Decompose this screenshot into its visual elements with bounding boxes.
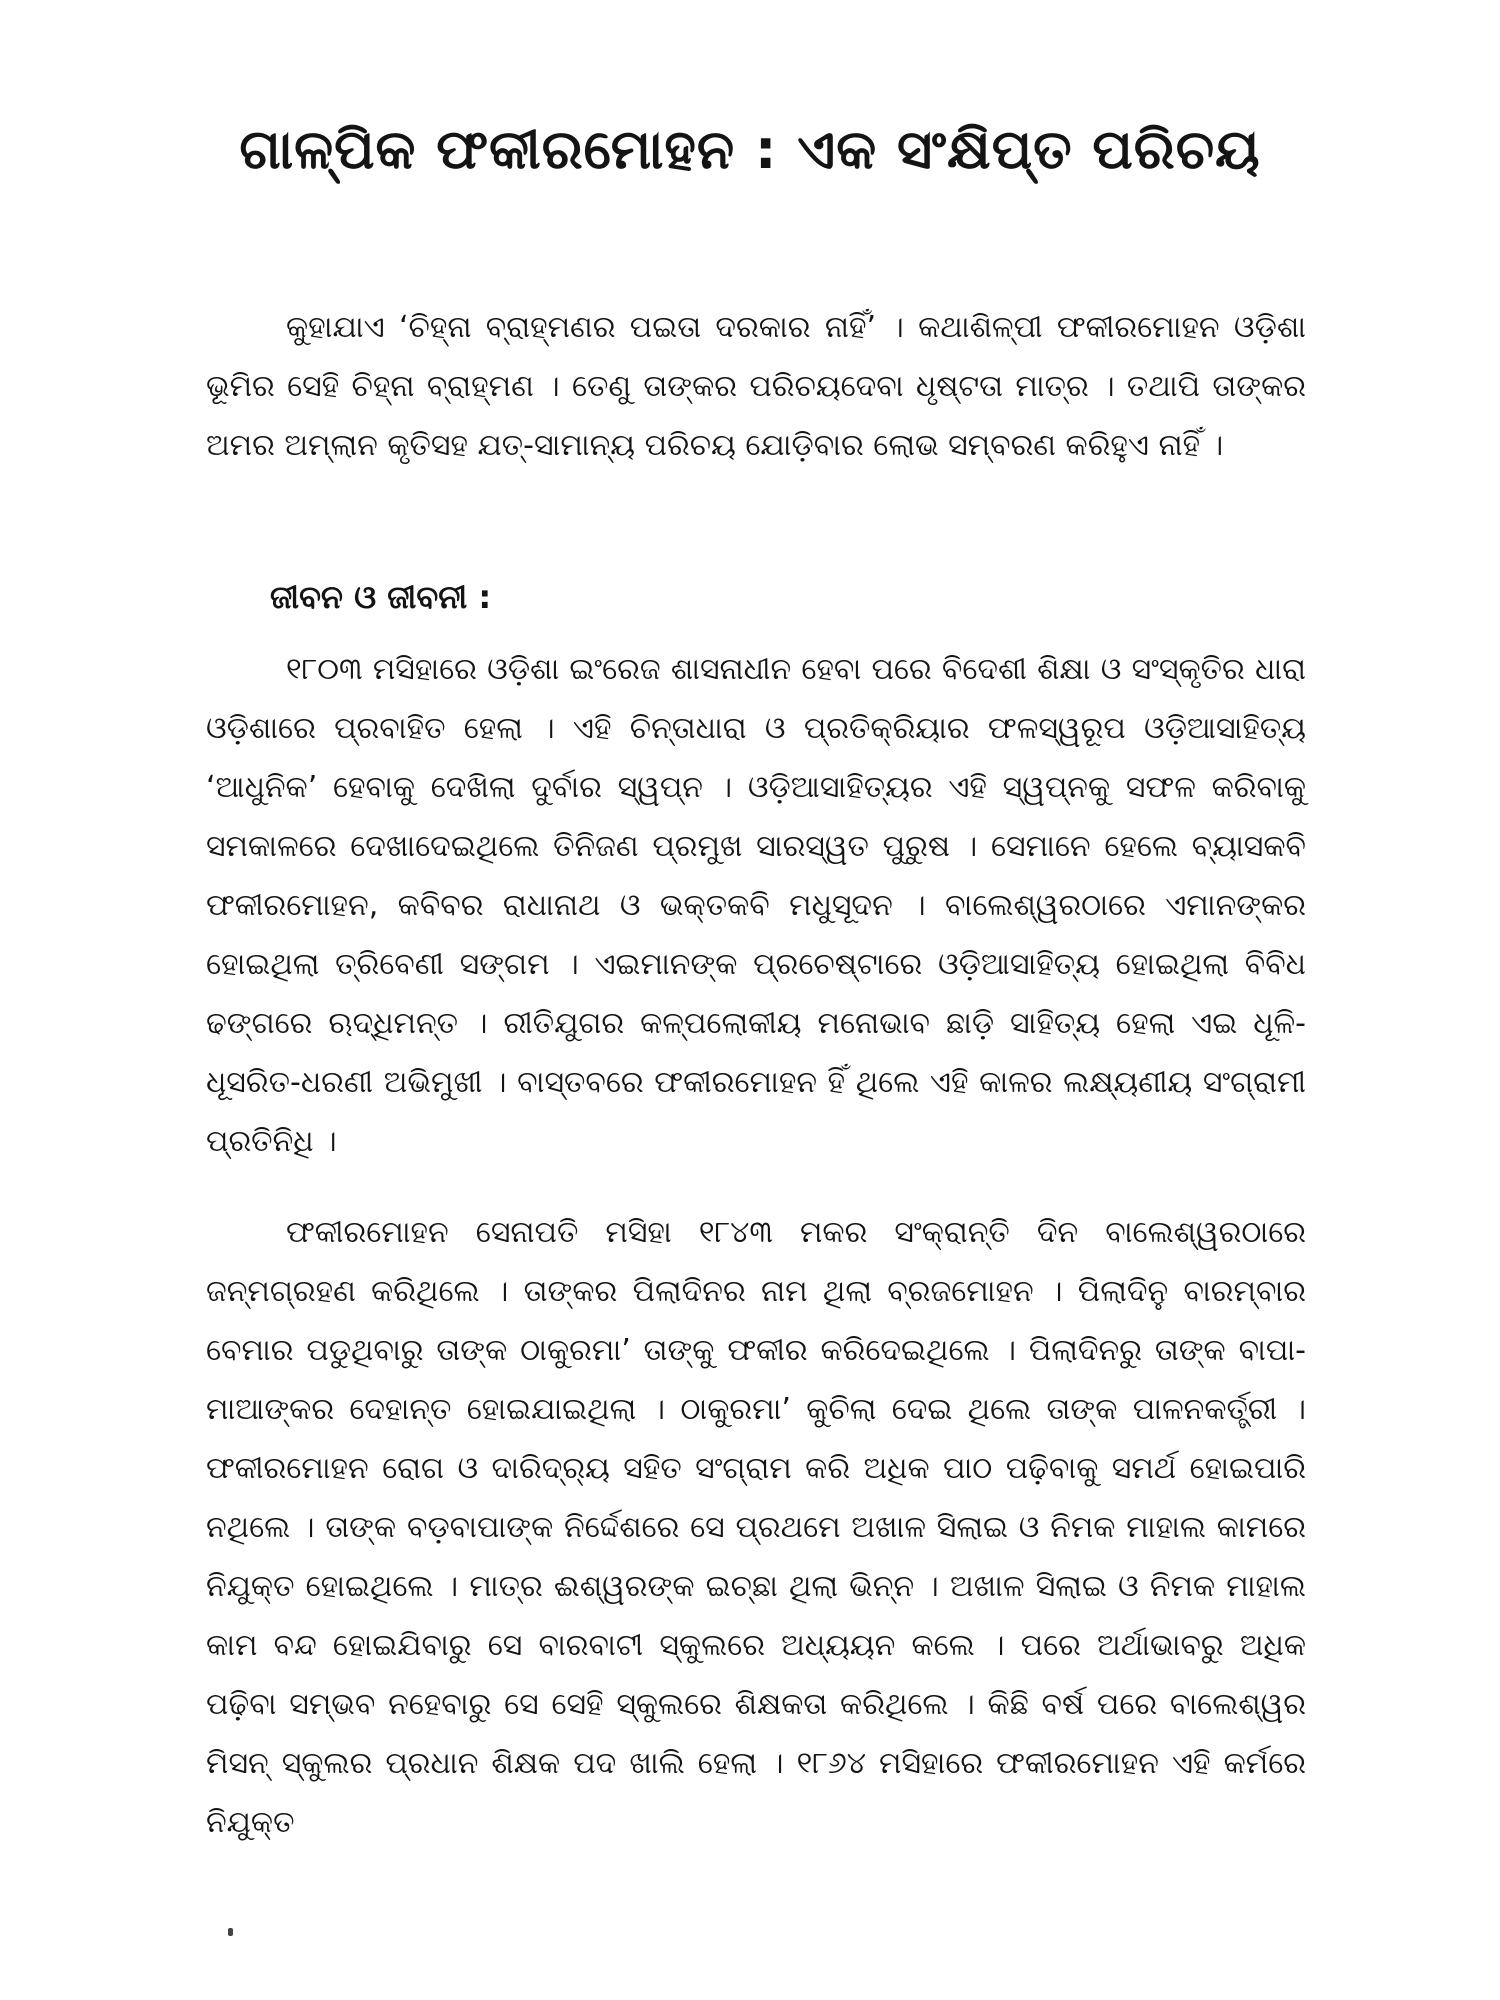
body-block-2 bbox=[206, 1203, 1306, 1852]
intro-block bbox=[206, 298, 1306, 475]
intro-paragraph: କୁହାଯାଏ ‘ଚିହ୍ନା ବ୍ରାହ୍ମଣର ପଇତା ଦରକାର ନାହିଁ’ । କଥାଶିଳ୍ପୀ ଫକୀରମୋହନ ଓଡ଼ିଶା ଭୂମିର ସେହି ଚିହ୍ନା ବ୍ରାହ୍ମଣ । ତେଣୁ ତାଙ୍କର ପରିଚୟଦେବା ଧୃଷ୍ଟତା ମାତ୍ର । ତଥାପି ତାଙ୍କର ଅମର ଅମ୍ଲାନ କୃତିସହ ଯତ୍‌-ସାମାନ୍ୟ ପରିଚୟ ଯୋଡ଼ିବାର ଲୋଭ ସମ୍ବରଣ କରିହୁଏ ନାହିଁ । bbox=[206, 310, 1306, 463]
body-paragraph: ଫକୀରମୋହନ ସେନାପତି ମସିହା ୧୮୪୩ ମକର ସଂକ୍ରାନ୍ତି ଦିନ ବାଲେଶ୍ୱରଠାରେ ଜନ୍ମଗ୍ରହଣ କରିଥିଲେ । ତାଙ୍କର ପିଲାଦିନର ନାମ ଥିଲା ବ୍ରଜମୋହନ । ପିଲାଦିନୁ ବାରମ୍ବାର ବେମାର ପଡୁଥିବାରୁ ତାଙ୍କ ଠାକୁରମା’ ତାଙ୍କୁ ଫକୀର କରିଦେଇଥିଲେ । ପିଲାଦିନରୁ ତାଙ୍କ ବାପା-ମାଆଙ୍କର ଦେହାନ୍ତ ହୋଇଯାଇଥିଲା । ଠାକୁରମା’ କୁଚିଲା ଦେଇ ଥିଲେ ତାଙ୍କ ପାଳନକର୍ତ୍ତ୍ରୀ । ଫକୀରମୋହନ ରୋଗ ଓ ଦାରିଦ୍ର୍ୟ ସହିତ ସଂଗ୍ରାମ କରି ଅଧିକ ପାଠ ପଢ଼ିବାକୁ ସମର୍ଥ ହୋଇପାରି ନଥିଲେ । ତାଙ୍କ ବଡ଼ବାପାଙ୍କ ନିର୍ଦ୍ଦେଶରେ ସେ ପ୍ରଥମେ ଅଖାଳ ସିଲାଇ ଓ ନିମକ ମାହାଲ କାମରେ ନିଯୁକ୍ତ ହୋଇଥିଲେ । ମାତ୍ର ଈଶ୍ୱରଙ୍କ ଇଚ୍ଛା ଥିଲା ଭିନ୍ନ । ଅଖାଳ ସିଲାଇ ଓ ନିମକ ମାହାଲ କାମ ବନ୍ଦ ହୋଇଯିବାରୁ ସେ ବାରବାଟୀ ସ୍କୁଲରେ ଅଧ୍ୟୟନ କଲେ । ପରେ ଅର୍ଥାଭାବରୁ ଅଧିକ ପଢ଼ିବା ସମ୍ଭବ ନହେବାରୁ ସେ ସେହି ସ୍କୁଲରେ ଶିକ୍ଷକତା କରିଥିଲେ । କିଛି ବର୍ଷ ପରେ ବାଲେଶ୍ୱର ମିସନ୍ ସ୍କୁଲର ପ୍ରଧାନ ଶିକ୍ଷକ ପଦ ଖାଲି ହେଲା । ୧୮୬୪ ମସିହାରେ ଫକୀରମୋହନ ଏହି କର୍ମରେ ନିଯୁକ୍ତ bbox=[206, 1215, 1306, 1840]
body-paragraph: ୧୮୦୩ ମସିହାରେ ଓଡ଼ିଶା ଇଂରେଜ ଶାସନାଧୀନ ହେବା ପରେ ବିଦେଶୀ ଶିକ୍ଷା ଓ ସଂସ୍କୃତିର ଧାରା ଓଡ଼ିଶାରେ ପ୍ରବାହିତ ହେଲା । ଏହି ଚିନ୍ତାଧାରା ଓ ପ୍ରତିକ୍ରିୟାର ଫଳସ୍ୱରୂପ ଓଡ଼ିଆସାହିତ୍ୟ ‘ଆଧୁନିକ’ ହେବାକୁ ଦେଖିଲା ଦୁର୍ବାର ସ୍ୱପ୍ନ । ଓଡ଼ିଆସାହିତ୍ୟର ଏହି ସ୍ୱପ୍ନକୁ ସଫଳ କରିବାକୁ ସମକାଳରେ ଦେଖାଦେଇଥିଲେ ତିନିଜଣ ପ୍ରମୁଖ ସାରସ୍ୱତ ପୁରୁଷ । ସେମାନେ ହେଲେ ବ୍ୟାସକବି ଫକୀରମୋହନ, କବିବର ରାଧାନାଥ ଓ ଭକ୍ତକବି ମଧୁସୂଦନ । ବାଲେଶ୍ୱରଠାରେ ଏମାନଙ୍କର ହୋଇଥିଲା ତ୍ରିବେଣୀ ସଙ୍ଗମ । ଏଇମାନଙ୍କ ପ୍ରଚେଷ୍ଟାରେ ଓଡ଼ିଆସାହିତ୍ୟ ହୋଇଥିଲା ବିବିଧ ଢଙ୍ଗରେ ଋଦ୍ଧିମନ୍ତ । ରୀତିଯୁଗର କଳ୍ପଲୋକୀୟ ମନୋଭାବ ଛାଡ଼ି ସାହିତ୍ୟ ହେଲା ଏଇ ଧୂଳି-ଧୂସରିତ-ଧରଣୀ ଅଭିମୁଖୀ । ବାସ୍ତବରେ ଫକୀରମୋହନ ହିଁ ଥିଲେ ଏହି କାଳର ଲକ୍ଷ୍ୟଣୀୟ ସଂଗ୍ରାମୀ ପ୍ରତିନିଧି । bbox=[206, 652, 1306, 1159]
body-block-1 bbox=[206, 640, 1306, 1171]
page-title: ଗାଳ୍ପିକ ଫକୀରମୋହନ : ଏକ ସଂକ୍ଷିପ୍ତ ପରିଚୟ bbox=[239, 118, 1261, 181]
section-heading: ଜୀବନ ଓ ଜୀବନୀ : bbox=[270, 578, 492, 616]
scan-speck bbox=[228, 1928, 233, 1936]
